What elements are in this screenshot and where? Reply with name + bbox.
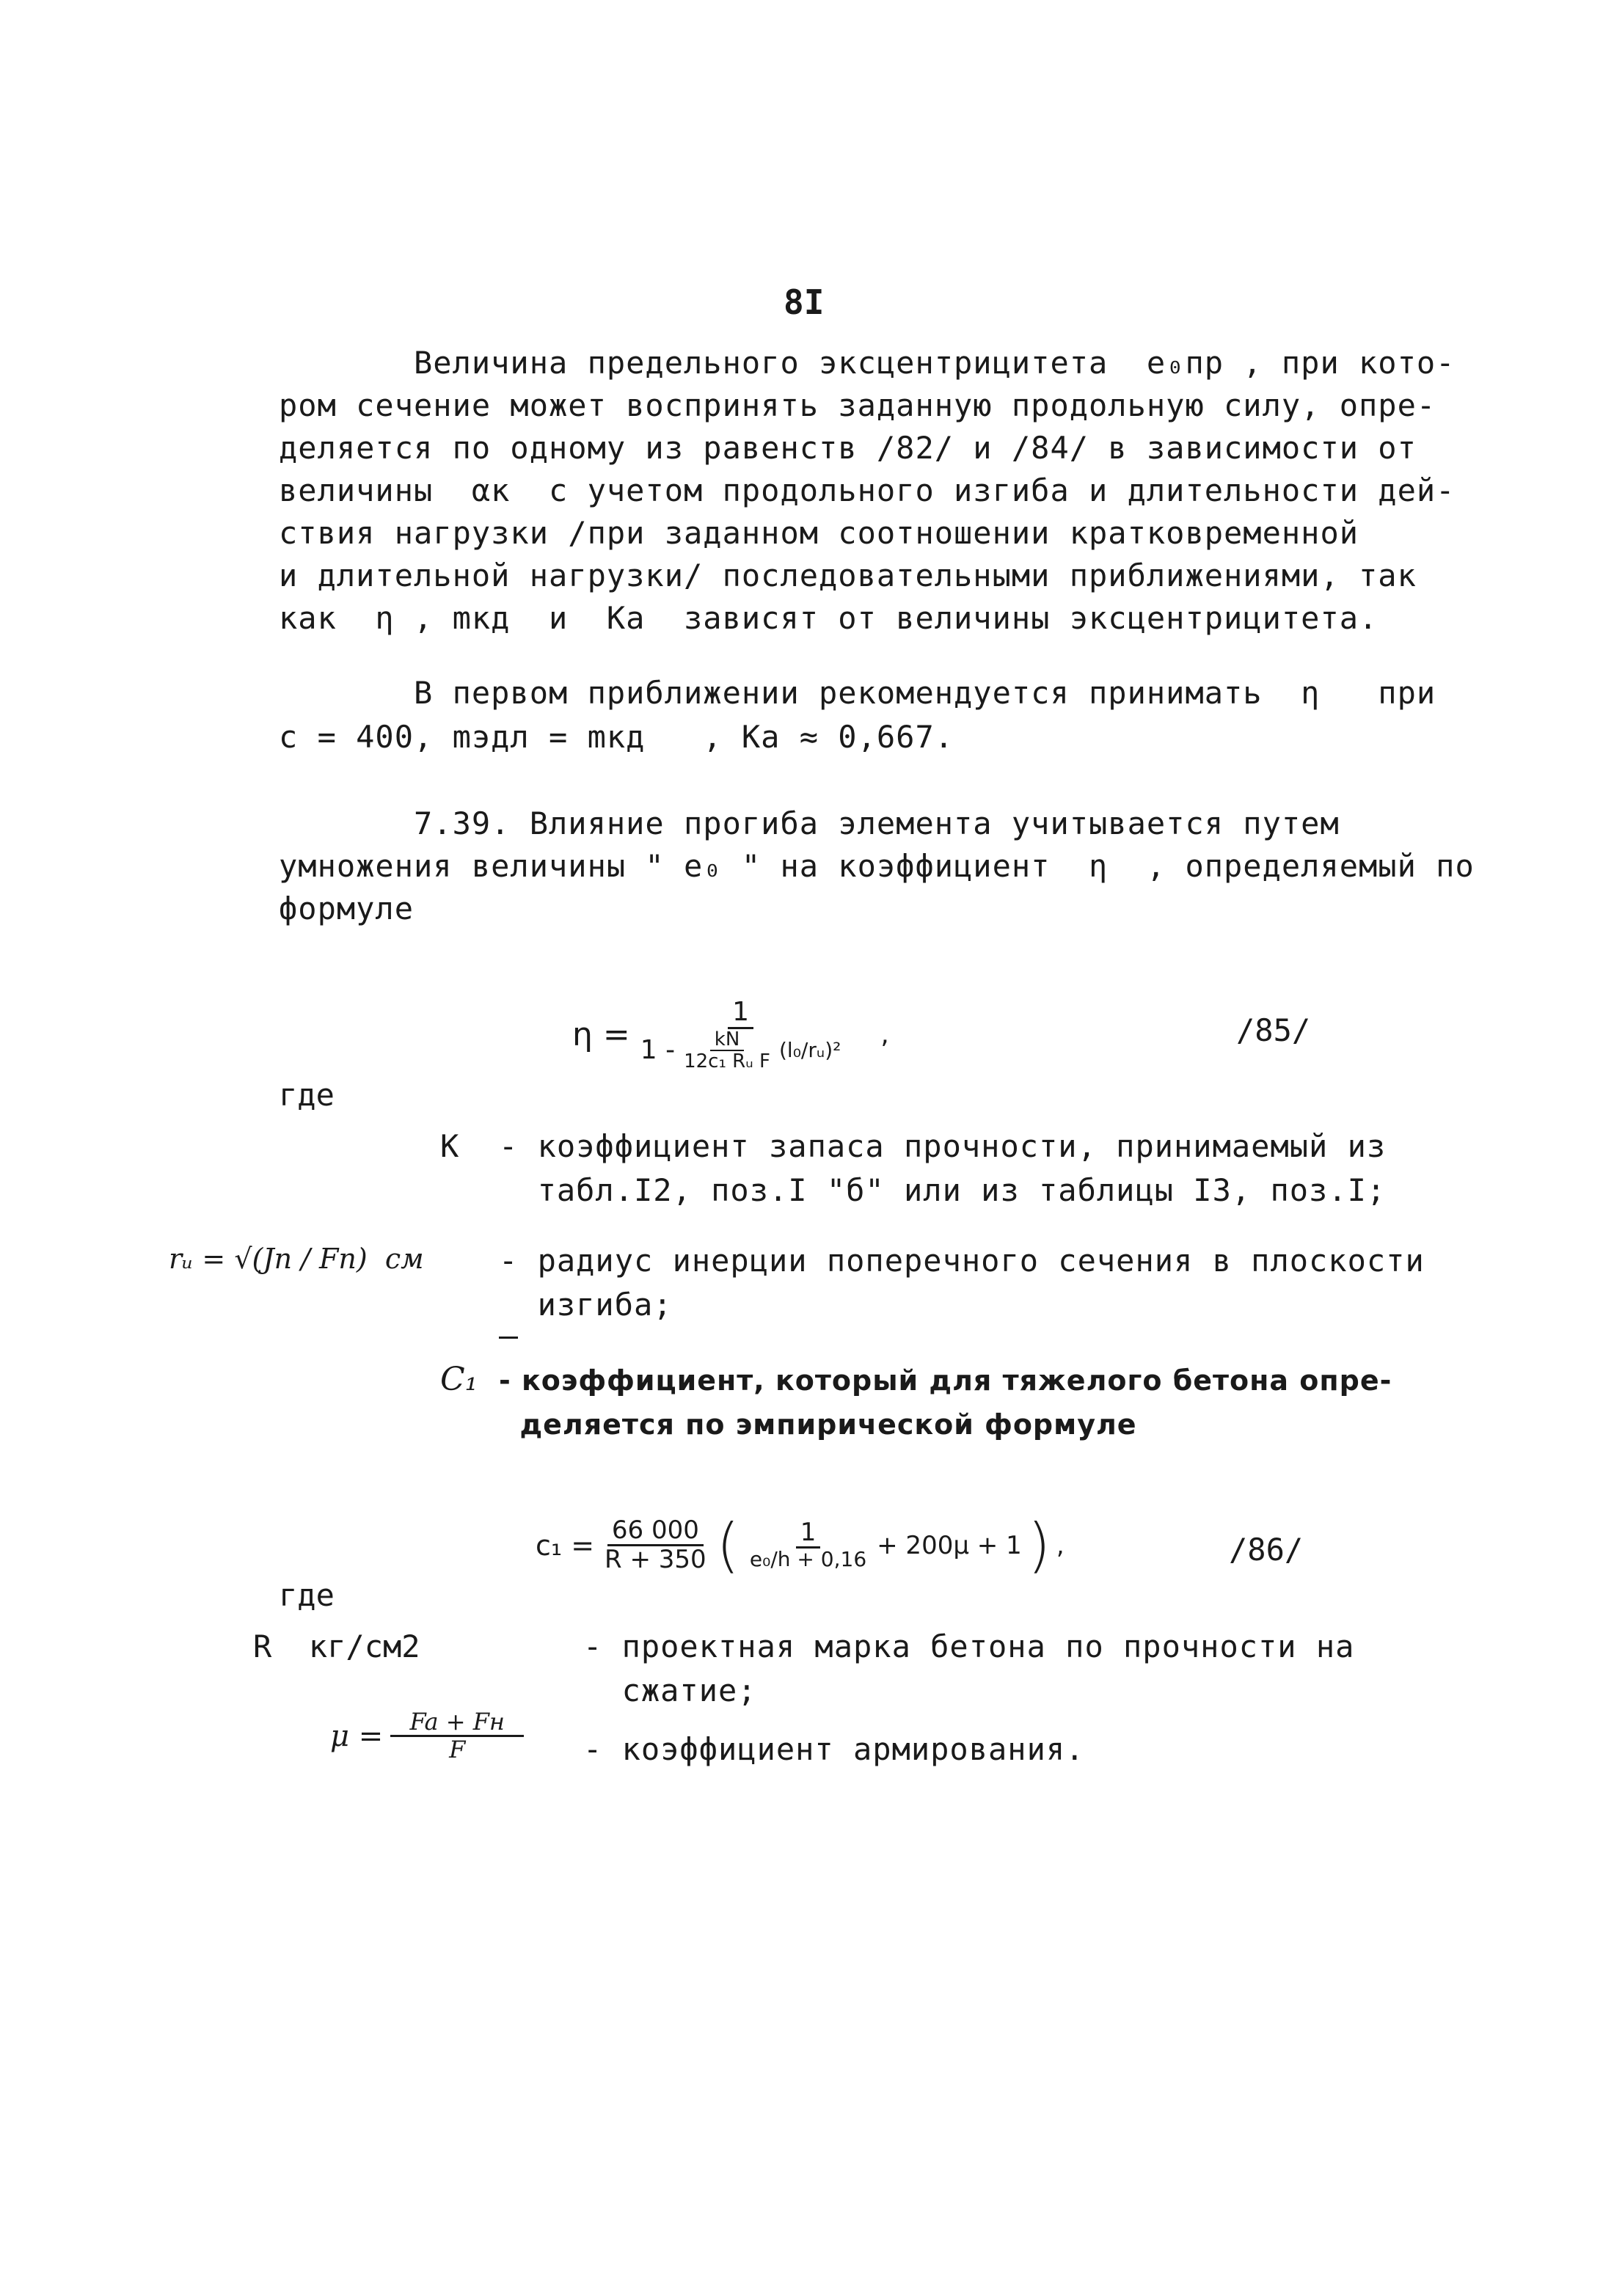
formula-inner-numerator: kN	[710, 1029, 745, 1052]
text-line: деляется по одному из равенств /82/ и /84/ в зависимости от	[279, 430, 1417, 466]
formula-inner-fraction	[679, 1029, 775, 1072]
text-line: 7.39. Влияние прогиба элемента учитывается путем	[279, 805, 1340, 841]
formula-numerator: 1	[728, 998, 753, 1029]
text-line: величины αк с учетом продольного изгиба и длительности дей-	[279, 472, 1456, 508]
formula-numerator: 66 000	[607, 1517, 704, 1546]
def-text: - коэффициент, который для тяжелого бетона опре-	[499, 1364, 1392, 1397]
where-label: где	[279, 1577, 335, 1613]
formula-trail: ,	[880, 1020, 889, 1050]
formula-inner-numerator: 1	[796, 1519, 821, 1549]
text-line: формуле	[279, 891, 415, 926]
formula-den-prefix: 1 -	[640, 1035, 676, 1066]
formula-tail: + 200μ + 1	[877, 1530, 1022, 1560]
formula-inner-fraction	[745, 1519, 871, 1571]
formula-fraction	[636, 998, 846, 1072]
formula-denominator	[636, 1029, 846, 1072]
def-text: изгиба;	[499, 1287, 673, 1323]
formula-inner-denominator: 12c₁ Rᵤ F	[684, 1050, 770, 1073]
def-text: - радиус инерции поперечного сечения в плоскости	[499, 1243, 1425, 1279]
text-line: и длительной нагрузки/ последовательными приближениями, так	[279, 557, 1417, 593]
text-line: Величина предельного эксцентрицитета e₀пр , при кото-	[279, 345, 1456, 381]
def-symbol-mu	[330, 1709, 524, 1763]
formula-lhs: c₁ =	[536, 1529, 595, 1562]
mu-fraction	[390, 1709, 524, 1763]
formula-85	[572, 998, 889, 1072]
def-text: - коэффициент запаса прочности, принимаемый из	[499, 1128, 1387, 1164]
formula-trail: ,	[1056, 1530, 1065, 1560]
text-line: c = 400, mэдл = mкд , Ka ≈ 0,667.	[279, 719, 954, 755]
mu-denominator: F	[449, 1736, 466, 1764]
paren-close: )	[1027, 1511, 1051, 1579]
mu-lhs: μ =	[330, 1719, 384, 1753]
text-line: ром сечение может воспринять заданную продольную силу, опре-	[279, 387, 1436, 423]
formula-lhs: η =	[572, 1016, 630, 1054]
formula-denominator: R + 350	[605, 1545, 706, 1574]
def-symbol-r: R кг/см2	[253, 1628, 420, 1664]
def-text: табл.I2, поз.I "б" или из таблицы I3, поз.I;	[499, 1172, 1387, 1208]
formula-86-number: /86/	[1229, 1532, 1304, 1568]
divider-dash	[499, 1337, 518, 1339]
def-text: деляется по эмпирической формуле	[499, 1408, 1137, 1441]
def-symbol-c1: C₁	[440, 1361, 478, 1398]
formula-fraction	[600, 1517, 711, 1574]
mu-numerator: Fa + Fн	[390, 1709, 524, 1737]
text-line: умножения величины " e₀ " на коэффициент η , определяемый по	[279, 848, 1475, 884]
formula-86	[536, 1511, 1065, 1579]
formula-inner-denominator: e₀/h + 0,16	[749, 1547, 867, 1572]
page-number: 8I	[784, 282, 825, 322]
text-line: как η , mкд и Ka зависят от величины эксцентрицитета.	[279, 600, 1379, 636]
def-symbol-k: K	[440, 1128, 459, 1164]
def-text: - коэффициент армирования.	[583, 1731, 1085, 1767]
def-text: сжатие;	[583, 1672, 757, 1708]
formula-85-number: /85/	[1236, 1012, 1311, 1048]
where-label: где	[279, 1077, 335, 1113]
def-text: - проектная марка бетона по прочности на	[583, 1628, 1355, 1664]
paren-open: (	[716, 1511, 740, 1579]
formula-paren: (l₀/rᵤ)²	[778, 1037, 841, 1062]
text-line: ствия нагрузки /при заданном соотношении кратковременной	[279, 515, 1359, 551]
text-line: В первом приближении рекомендуется принимать η при	[279, 675, 1436, 711]
def-symbol-radius: rᵤ = √(Jп / Fп) см	[169, 1243, 424, 1275]
